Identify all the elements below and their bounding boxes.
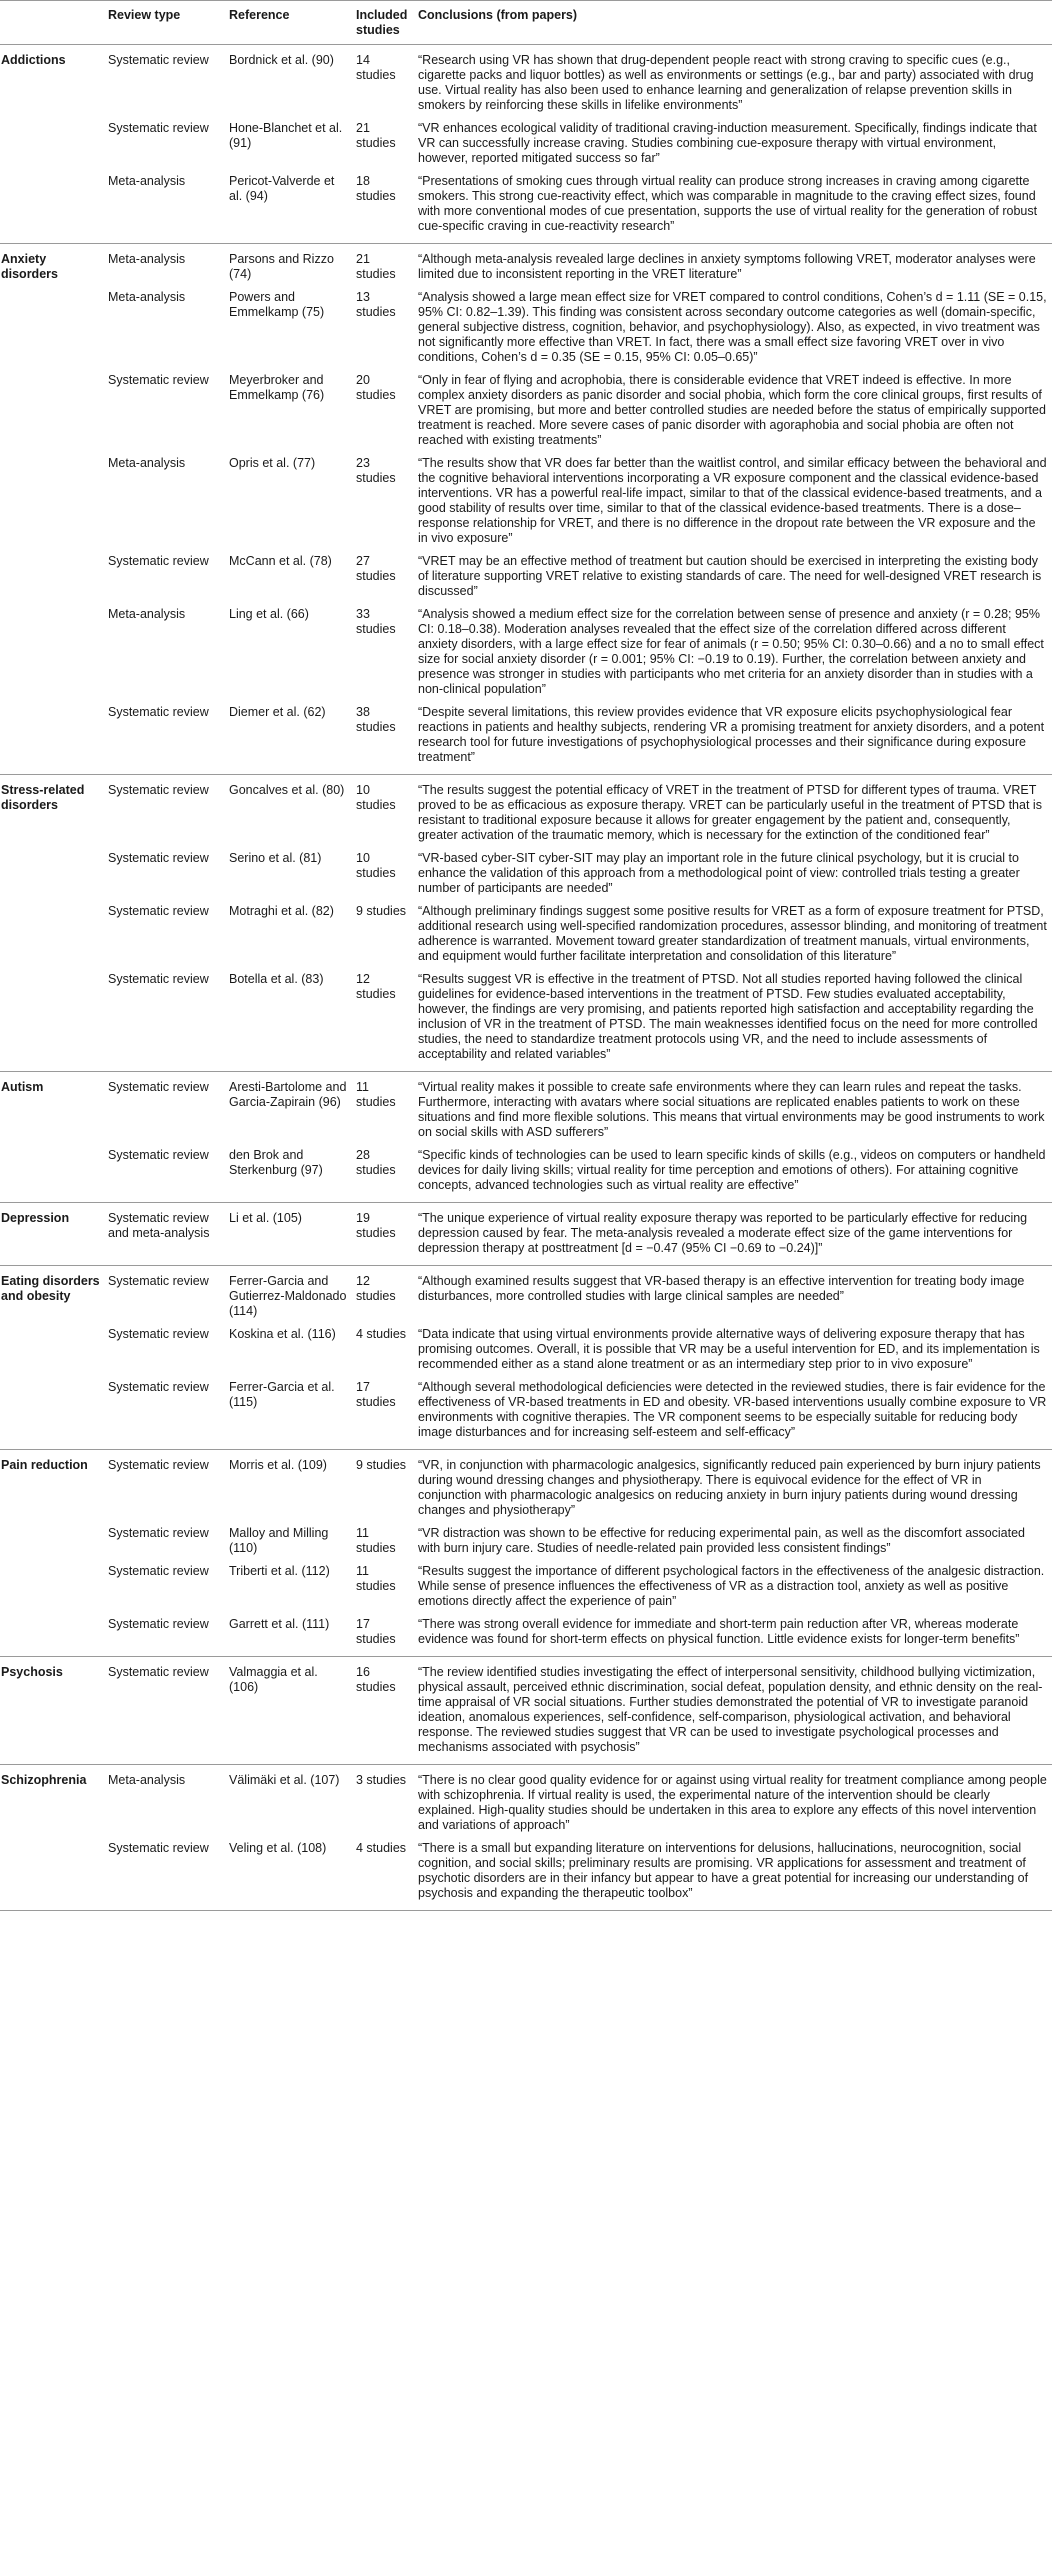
table-row	[0, 969, 1052, 1072]
reference-cell: Valmaggia et al. (106)	[225, 1657, 352, 1765]
table-row	[0, 1145, 1052, 1203]
table-row	[0, 244, 1052, 288]
review-type-cell: Systematic review	[108, 554, 209, 568]
conclusion-cell: “Research using VR has shown that drug-dependent people react with strong craving to specific cues (e.g., cigarette packs and liquor bottles) as well as environments or settings (e.g., bar and party) associated with drug use. Virtual reality has also been used to enhance learning and generalization of relapse prevention skills in smokers by reinforcing these skills in lifelike environments”	[418, 53, 1034, 112]
table-row	[0, 1657, 1052, 1765]
included-studies-cell: 9 studies	[356, 1458, 407, 1472]
included-studies-cell: 10 studies	[356, 783, 396, 812]
reference-cell: Goncalves et al. (80)	[229, 783, 345, 797]
conclusion-cell: “The unique experience of virtual reality exposure therapy was reported to be particularly effective for reducing depression caused by fear. The meta-analysis revealed a moderate effect size of the game interventions for depression therapy at posttreatment [d = −0.47 (95% CI −0.69 to −0.24)]”	[414, 1203, 1052, 1266]
condition-cell: Depression	[0, 1203, 104, 1266]
reference-cell: Triberti et al. (112)	[229, 1564, 330, 1578]
condition-cell: Psychosis	[0, 1657, 104, 1765]
conclusion-cell: “Results suggest VR is effective in the treatment of PTSD. Not all studies reported having followed the clinical guidelines for evidence-based interventions in the treatment of PTSD. Few studies evaluated acceptability, however, the findings are very promising, and patients reported high satisfaction and acceptability regarding the inclusion of VR in the treatment of PTSD. The main weaknesses identified focus on the need for more controlled studies, the need to standardize treatment protocols using VR, and the need to include assessments of acceptability and related variables”	[414, 969, 1052, 1072]
condition-cell: Addictions	[1, 53, 66, 67]
table-row	[0, 1614, 1052, 1657]
table-row	[0, 848, 1052, 901]
conclusion-cell: “Analysis showed a medium effect size for the correlation between sense of presence and anxiety (r = 0.28; 95% CI: 0.18–0.38). Moderation analyses revealed that the effect size of the correlation differed across different anxiety disorders, with a large effect size for fear of animals (r = 0.50; 95% CI: 0.30–0.66) and a no to small effect size for social anxiety disorder (r = 0.001; 95% CI: −0.19 to 0.19). Further, the correlation between anxiety and presence was stronger in studies with participants who met criteria for an anxiety disorder than in studies with a non-clinical population”	[418, 607, 1044, 696]
conclusion-cell: “Although several methodological deficiencies were detected in the reviewed studies, there is fair evidence for the effectiveness of VR-based treatments in ED and obesity. VR-based interventions usually combine exposure to VR environments with cognitive therapies. The VR component seems to be especially suitable for reducing body image disturbances and for increasing self-esteem and self-efficacy”	[414, 1377, 1052, 1450]
included-studies-cell: 11 studies	[356, 1526, 396, 1555]
review-type-cell: Systematic review	[104, 1657, 225, 1765]
condition-cell	[0, 453, 104, 551]
header-conclusions: Conclusions (from papers)	[414, 1, 1052, 45]
review-type-cell: Meta-analysis	[108, 290, 186, 304]
review-type-cell: Systematic review	[104, 1838, 225, 1911]
conclusion-cell: “Data indicate that using virtual environments provide alternative ways of delivering exposure therapy that has promising outcomes. Overall, it is possible that VR may be a useful intervention for ED, and its implementation is recommended either as a stand alone treatment or as an intermediary step prior to in vivo exposure”	[418, 1327, 1040, 1371]
included-studies-cell: 17 studies	[352, 1377, 414, 1450]
header-review-type: Review type	[104, 1, 225, 45]
reference-cell: Veling et al. (108)	[225, 1838, 352, 1911]
reference-cell: Diemer et al. (62)	[225, 702, 352, 775]
review-type-cell: Systematic review	[108, 1274, 209, 1288]
reference-cell: McCann et al. (78)	[229, 554, 332, 568]
reference-cell: Serino et al. (81)	[229, 851, 322, 865]
conclusion-cell: “Results suggest the importance of different psychological factors in the effectiveness of the analgesic distraction. While sense of presence influences the effectiveness of VR as a distraction tool, anxiety as well as positive emotions directly affect the experience of pain”	[418, 1564, 1045, 1608]
included-studies-cell: 3 studies	[356, 1773, 407, 1787]
conclusion-cell: “The review identified studies investigating the effect of interpersonal sensitivity, childhood bullying victimization, physical assault, perceived ethnic discrimination, social defeat, population density, and ethnic density on the real-time appraisal of VR social situations. Further studies demonstrated the potential of VR to investigate paranoid ideation, anomalous experiences, self-confidence, self-comparison, physiological activation, and behavioral response. The reviewed studies suggest that VR can be used to investigate psychological processes and mechanisms associated with psychosis”	[414, 1657, 1052, 1765]
review-type-cell: Systematic review	[104, 702, 225, 775]
included-studies-cell: 14 studies	[356, 53, 396, 82]
condition-cell	[0, 1377, 104, 1450]
conclusion-cell: “VR, in conjunction with pharmacologic analgesics, significantly reduced pain experienced by burn injury patients during wound dressing changes and physiotherapy. There is equivocal evidence for the effect of VR in conjunction with pharmacologic analgesics on reducing anxiety in burn injury patients during wound dressing changes and physiotherapy”	[418, 1458, 1041, 1517]
reference-cell: Meyerbroker and Emmelkamp (76)	[229, 373, 325, 402]
table-row	[0, 1765, 1052, 1839]
review-type-cell: Meta-analysis	[104, 171, 225, 244]
reference-cell: Malloy and Milling (110)	[229, 1526, 329, 1555]
header-row	[0, 1, 1052, 45]
review-type-cell: Systematic review	[104, 1145, 225, 1203]
review-type-cell: Systematic review	[108, 53, 209, 67]
table-row	[0, 287, 1052, 370]
review-type-cell: Systematic review	[108, 121, 209, 135]
review-type-cell: Meta-analysis	[108, 607, 186, 621]
table-row	[0, 1072, 1052, 1146]
review-type-cell: Systematic review	[104, 969, 225, 1072]
reference-cell: Botella et al. (83)	[225, 969, 352, 1072]
conclusion-cell: “Although meta-analysis revealed large declines in anxiety symptoms following VRET, moderator analyses were limited due to inconsistent reporting in the VRET literature”	[418, 252, 1036, 281]
included-studies-cell: 10 studies	[356, 851, 396, 880]
reference-cell: Pericot-Valverde et al. (94)	[225, 171, 352, 244]
conclusion-cell: “Despite several limitations, this review provides evidence that VR exposure elicits psychophysiological fear reactions in patients and healthy subjects, rendering VR a promising treatment for anxiety disorders, and a potent research tool for future investigations of psychophysiological processes and their significance during exposure treatment”	[414, 702, 1052, 775]
condition-cell	[0, 171, 104, 244]
reference-cell: Powers and Emmelkamp (75)	[229, 290, 325, 319]
condition-cell	[0, 1838, 104, 1911]
review-type-cell: Meta-analysis	[108, 1773, 186, 1787]
conclusion-cell: “Although examined results suggest that VR-based therapy is an effective intervention for treating body image disturbances, more controlled studies with large clinical samples are needed”	[418, 1274, 1025, 1303]
included-studies-cell: 28 studies	[352, 1145, 414, 1203]
condition-cell: Autism	[1, 1080, 44, 1094]
included-studies-cell: 12 studies	[352, 969, 414, 1072]
condition-cell	[0, 702, 104, 775]
table-row	[0, 45, 1052, 119]
review-type-cell: Systematic review	[104, 1614, 225, 1657]
review-type-cell: Meta-analysis	[108, 456, 186, 470]
included-studies-cell: 21 studies	[356, 121, 396, 150]
condition-cell: Pain reduction	[1, 1458, 88, 1472]
reference-cell: Välimäki et al. (107)	[229, 1773, 340, 1787]
conclusion-cell: “Presentations of smoking cues through virtual reality can produce strong increases in craving among cigarette smokers. This strong cue-reactivity effect, which was comparable in magnitude to the craving effect sizes, found with more conventional modes of cue presentation, supports the use of virtual reality for the generation of robust cue-specific craving in cue-reactivity research”	[414, 171, 1052, 244]
table-row	[0, 1838, 1052, 1911]
conclusion-cell: “VRET may be an effective method of treatment but caution should be exercised in interpreting the existing body of literature supporting VRET relative to existing standards of care. The need for well-designed VRET research is discussed”	[418, 554, 1042, 598]
condition-cell: Stress-related disorders	[1, 783, 85, 812]
included-studies-cell: 17 studies	[352, 1614, 414, 1657]
included-studies-cell: 33 studies	[356, 607, 396, 636]
condition-cell	[0, 1561, 104, 1614]
reference-cell: Ferrer-Garcia et al. (115)	[225, 1377, 352, 1450]
condition-cell: Schizophrenia	[1, 1773, 87, 1787]
included-studies-cell: 16 studies	[352, 1657, 414, 1765]
reference-cell: Ling et al. (66)	[229, 607, 309, 621]
table-body	[0, 45, 1052, 1911]
condition-cell	[0, 848, 104, 901]
included-studies-cell: 9 studies	[356, 904, 407, 918]
conclusion-cell: “The results suggest the potential efficacy of VRET in the treatment of PTSD for different types of trauma. VRET proved to be as efficacious as exposure therapy. VRET can be particularly useful in the treatment of PTSD that is resistant to traditional exposure because it allows for greater engagement by the patient and, consequently, greater activation of the traumatic memory, which is necessary for the extinction of the conditioned fear”	[418, 783, 1042, 842]
included-studies-cell: 23 studies	[356, 456, 396, 485]
conclusion-cell: “Only in fear of flying and acrophobia, there is considerable evidence that VRET indeed is effective. In more complex anxiety disorders as panic disorder and social phobia, which form the core clinical groups, first results of VRET are promising, but more and better controlled studies are needed before the status of empirically supported treatment is reached. More severe cases of panic disorder with agoraphobia and social phobia are often not reached with existing treatments”	[418, 373, 1046, 447]
review-type-cell: Meta-analysis	[108, 252, 186, 266]
conclusion-cell: “There is no clear good quality evidence for or against using virtual reality for treatment compliance among people with schizophrenia. If virtual reality is used, the experimental nature of the intervention should be clearly explained. High-quality studies should be undertaken in this area to explore any effects of this novel intervention and variations of approach”	[418, 1773, 1047, 1832]
review-type-cell: Systematic review and meta-analysis	[104, 1203, 225, 1266]
included-studies-cell: 20 studies	[356, 373, 396, 402]
review-type-cell: Systematic review	[108, 904, 209, 918]
table-row	[0, 370, 1052, 453]
table-row	[0, 1523, 1052, 1561]
table-row	[0, 453, 1052, 551]
included-studies-cell: 13 studies	[356, 290, 396, 319]
review-type-cell: Systematic review	[108, 851, 209, 865]
review-type-cell: Systematic review	[108, 1564, 209, 1578]
condition-cell	[0, 370, 104, 453]
conclusion-cell: “Virtual reality makes it possible to create safe environments where they can learn rules and repeat the tasks. Furthermore, interacting with avatars where social situations are replicated enables patients to work on these situations and find more flexible solutions. This means that virtual environments may be good instruments to work on social skills with ASD sufferers”	[418, 1080, 1045, 1139]
reference-cell: Li et al. (105)	[225, 1203, 352, 1266]
table-row	[0, 604, 1052, 702]
included-studies-cell: 4 studies	[352, 1838, 414, 1911]
condition-cell	[0, 1324, 104, 1377]
review-type-cell: Systematic review	[104, 1377, 225, 1450]
reference-cell: Opris et al. (77)	[229, 456, 316, 470]
included-studies-cell: 18 studies	[352, 171, 414, 244]
reference-cell: Bordnick et al. (90)	[229, 53, 334, 67]
included-studies-cell: 11 studies	[356, 1564, 396, 1593]
included-studies-cell: 38 studies	[352, 702, 414, 775]
review-type-cell: Systematic review	[108, 373, 209, 387]
reference-cell: Koskina et al. (116)	[229, 1327, 336, 1341]
condition-cell: Eating disorders and obesity	[1, 1274, 100, 1303]
condition-cell: Anxiety disorders	[1, 252, 58, 281]
conclusion-cell: “The results show that VR does far better than the waitlist control, and similar efficacy between the behavioral and the cognitive behavioral interventions incorporating a VR exposure component and the classical evidence-based interventions. VR has a powerful real-life impact, similar to that of the classical evidence-based treatments, and a good stability of results over time, similar to that of the classical evidence-based treatments. There is a dose–response relationship for VRET, and there is no difference in the dropout rate between the VR exposure and the in vivo exposure”	[418, 456, 1047, 545]
table-row	[0, 118, 1052, 171]
header-included-studies: Included studies	[352, 1, 414, 45]
conclusion-cell: “There is a small but expanding literature on interventions for delusions, hallucinations, neurocognition, social cognition, and social skills; preliminary results are promising. VR applications for assessment and treatment of psychotic disorders are in their infancy but appear to have a great potential for increasing our understanding of psychosis and expanding the therapeutic toolbox”	[414, 1838, 1052, 1911]
conclusion-cell: “VR distraction was shown to be effective for reducing experimental pain, as well as the discomfort associated with burn injury care. Studies of needle-related pain provided less consistent findings”	[418, 1526, 1026, 1555]
conclusion-cell: “VR enhances ecological validity of traditional craving-induction measurement. Specifically, findings indicate that VR can successfully increase craving. Studies combining cue-exposure therapy with virtual environment, however, reported mitigated success so far”	[418, 121, 1037, 165]
conclusion-cell: “VR-based cyber-SIT cyber-SIT may play an important role in the future clinical psychology, but it is crucial to enhance the validation of this approach from a methodological point of view: controlled trials testing a greater number of participants are needed”	[418, 851, 1020, 895]
reference-cell: Ferrer-Garcia and Gutierrez-Maldonado (114)	[229, 1274, 347, 1318]
reference-cell: Hone-Blanchet et al. (91)	[229, 121, 343, 150]
conclusion-cell: “Analysis showed a large mean effect size for VRET compared to control conditions, Cohen’s d = 1.11 (SE = 0.15, 95% CI: 0.82–1.39). This finding was consistent across secondary outcome categories as well (domain-specific, general subjective distress, cognition, behavior, and psychophysiology). Also, as expected, in vivo treatment was not significantly more effective than VRET. In fact, there was a small effect size favoring VRET over in vivo conditions, Cohen’s d = 0.35 (SE = 0.15, 95% CI: 0.05–0.65)”	[418, 290, 1047, 364]
included-studies-cell: 21 studies	[356, 252, 396, 281]
review-type-cell: Systematic review	[108, 1458, 209, 1472]
condition-cell	[0, 551, 104, 604]
condition-cell	[0, 1523, 104, 1561]
review-type-cell: Systematic review	[108, 783, 209, 797]
table-row	[0, 551, 1052, 604]
table-row	[0, 171, 1052, 244]
table-row	[0, 1324, 1052, 1377]
conclusion-cell: “There was strong overall evidence for immediate and short-term pain reduction after VR, whereas moderate evidence was found for short-term effects on physical function. Little evidence exists for longer-term benefits”	[414, 1614, 1052, 1657]
review-type-cell: Systematic review	[108, 1080, 209, 1094]
included-studies-cell: 27 studies	[356, 554, 396, 583]
table-row	[0, 1561, 1052, 1614]
review-type-cell: Systematic review	[108, 1526, 209, 1540]
condition-cell	[0, 969, 104, 1072]
table-row	[0, 1450, 1052, 1524]
reference-cell: Motraghi et al. (82)	[229, 904, 334, 918]
condition-cell	[0, 901, 104, 969]
table-row	[0, 1203, 1052, 1266]
conclusion-cell: “Although preliminary findings suggest some positive results for VRET as a form of exposure treatment for PTSD, additional research using well-specified randomization procedures, assessor blinding, and monitoring of treatment adherence is warranted. Movement toward greater standardization of treatment manuals, virtual environments, and equipment would further facilitate interpretation and consolidation of this literature”	[418, 904, 1047, 963]
condition-cell	[0, 118, 104, 171]
review-type-cell: Systematic review	[108, 1327, 209, 1341]
included-studies-cell: 4 studies	[356, 1327, 407, 1341]
condition-cell	[0, 287, 104, 370]
header-reference: Reference	[225, 1, 352, 45]
header-condition	[0, 1, 104, 45]
condition-cell	[0, 604, 104, 702]
table-row	[0, 901, 1052, 969]
conclusion-cell: “Specific kinds of technologies can be used to learn specific kinds of skills (e.g., videos on computers or handheld devices for daily living skills; virtual reality for time perception and emotions of others). For attaining cognitive concepts, advanced technologies such as virtual reality are effective”	[414, 1145, 1052, 1203]
reference-cell: den Brok and Sterkenburg (97)	[225, 1145, 352, 1203]
table-row	[0, 775, 1052, 849]
table-row	[0, 1377, 1052, 1450]
condition-cell	[0, 1614, 104, 1657]
table-row	[0, 1266, 1052, 1325]
included-studies-cell: 12 studies	[356, 1274, 396, 1303]
table-row	[0, 702, 1052, 775]
reference-cell: Garrett et al. (111)	[225, 1614, 352, 1657]
included-studies-cell: 11 studies	[356, 1080, 396, 1109]
reference-cell: Morris et al. (109)	[229, 1458, 327, 1472]
condition-cell	[0, 1145, 104, 1203]
reference-cell: Parsons and Rizzo (74)	[229, 252, 334, 281]
included-studies-cell: 19 studies	[352, 1203, 414, 1266]
reference-cell: Aresti-Bartolome and Garcia-Zapirain (96)	[229, 1080, 347, 1109]
